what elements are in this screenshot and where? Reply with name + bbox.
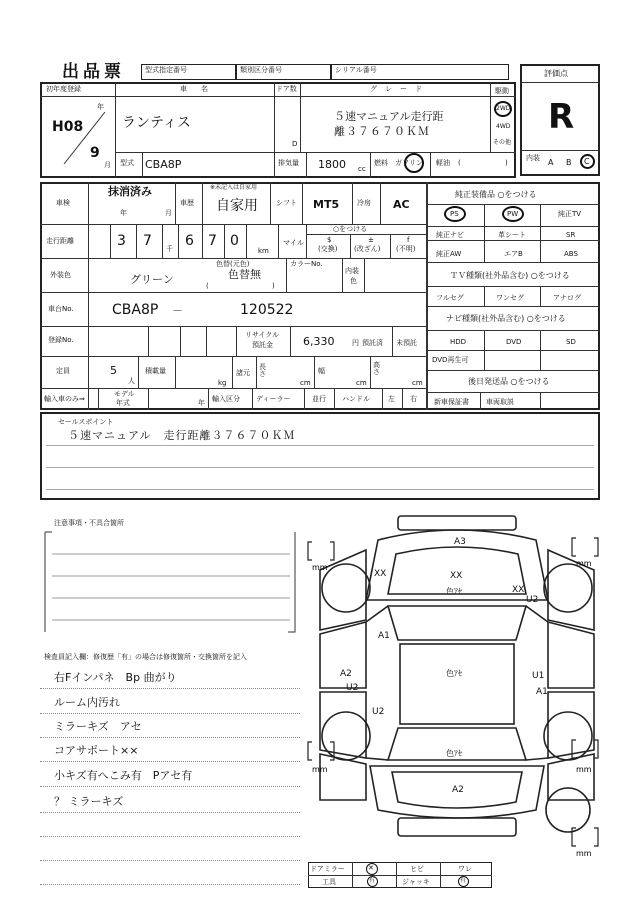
repaint-value: 色替無 [228,268,261,281]
handle-label: ハンドル [342,395,370,403]
recycle-unpaid: 未預託 [396,339,417,347]
mark-a1-left: A1 [378,631,390,641]
car-damage-diagram [300,510,610,860]
fuel-paren-open: ( [458,159,461,167]
note-line-2: ルーム内汚れ [54,696,120,709]
usage-note: ※未記入は自家用 [210,184,258,191]
tampered-sym: ± [368,236,374,244]
mileage-digit-4: 7 [208,233,217,249]
mileage-mile: マイル [283,239,304,247]
drive-4wd: 4WD [496,123,511,130]
mark-color-roof: 色ｱｾ [446,669,462,678]
unknown-sym: f [407,236,410,244]
interior-b: B [566,158,572,167]
note-line-5: 小キズ有へこみ有 Pアセ有 [54,769,193,782]
load-kg: kg [218,379,227,387]
exterior-color-value: グリーン [130,273,174,286]
first-reg-month: 9 [90,145,100,161]
displacement-label: 排気量 [278,159,299,167]
door-label: ドア数 [276,85,297,93]
handle-right: 右 [410,395,417,403]
repaint-paren-open: ( [206,282,209,290]
chassis-number: 120522 [240,302,294,318]
later-warranty: 新車保証書 [434,398,469,406]
width-label: 幅 [318,367,325,375]
exterior-color-label: 外装色 [50,271,71,279]
model-label: 型式 [120,159,134,167]
ac-value: AC [393,198,410,211]
drive-other: その他 [493,139,512,146]
chassis-dash: － [172,304,183,317]
dealer-option: ディーラー [256,395,291,403]
fuel-gasoline: ガソリン [395,159,423,167]
exchanged-sym: $ [327,236,332,244]
sales-point-box [40,412,600,500]
evaluation-label: 評価点 [544,69,568,78]
dvd-playback: DVD再生可 [432,356,469,364]
dims-label: 諸元 [236,369,250,377]
model-year-label-2: 年式 [116,399,130,407]
shift-value: MT5 [313,198,340,211]
unknown-label: (不明) [396,245,416,253]
mm-rr: mm [576,765,592,774]
serial-label: シリアル番号 [335,66,377,74]
fuel-paren-close: ) [505,159,508,167]
mileage-digit-3: 6 [185,233,194,249]
mark-color-trunk: 色ｱｾ [446,749,462,758]
evaluation-score: R [548,97,575,137]
length-cm: cm [300,379,311,387]
month-unit: 月 [104,161,111,169]
reg-no-label: 登録No. [48,336,74,344]
note-line-4: コアサポート×× [54,744,139,757]
recycle-paid: 預託済 [362,339,383,347]
mark-u2-right-top: U2 [526,595,539,605]
shift-label: シフト [276,199,297,207]
height-cm: cm [412,379,423,387]
equip-navi: 純正ナビ [436,231,464,239]
mark-u1: U1 [532,671,545,681]
mm-spare: mm [576,849,592,858]
mark-color-front: 色ｱｾ [446,587,462,596]
mileage-digit-2: 7 [143,233,152,249]
inspection-label: 車検 [56,199,70,207]
mark-xx-right: XX [512,585,525,595]
inspection-value: 抹消済み [108,185,152,198]
car-name: ランティス [122,115,191,131]
equip-tv: 純正TV [558,210,582,218]
break-label: ワレ [458,865,472,873]
equip-sr: SR [566,231,576,239]
repaint-label: 色替(元色) [216,260,250,268]
model-year-unit: 年 [198,399,205,407]
displacement-value: 1800 [318,158,346,171]
mm-fl: mm [312,563,328,572]
later-manual: 車両取説 [486,398,514,406]
length-label: 長さ [259,363,266,378]
parallel-option: 並行 [312,395,326,403]
tv-header: ＴＶ種類(社外品含む) ○をつける [450,271,570,280]
equip-aw: 純正AW [436,250,462,258]
first-reg-year: H08 [52,119,84,135]
capacity-label: 定員 [56,367,70,375]
mileage-digit-1: 3 [117,233,126,249]
tv-one: ワンセグ [496,294,524,302]
repaint-paren-close: ) [272,282,275,290]
import-class-label: 輸入区分 [212,395,240,403]
door-mirror-label: ドアミラー [310,865,345,873]
grade-label: グレード [370,85,430,93]
tampered-label: (改ざん) [354,245,381,253]
interior-color-label-1: 内装 [345,267,359,275]
equipment-header: 純正装備品 ○をつける [455,190,537,199]
interior-label: 内装 [526,154,540,162]
equip-leather: 革シート [498,231,526,239]
height-label: 高さ [373,361,380,376]
cc-unit: cc [358,165,366,173]
interior-a: A [548,158,554,167]
tv-full: フルセグ [436,294,464,302]
mileage-km-unit: km [258,247,269,255]
equip-ps: PS [450,210,459,218]
recycle-label-1: リサイクル [245,331,280,339]
mileage-label: 走行距離 [46,237,74,245]
model-year-label-1: モデル [114,390,135,398]
grade-line-2: 離３７６７０ＫＭ [334,125,430,138]
equip-pw: PW [507,210,519,218]
navi-header: ナビ種類(社外品含む) ○をつける [446,314,566,323]
inspection-month-unit: 月 [165,209,172,217]
handle-left: 左 [388,395,395,403]
navi-sd: SD [566,338,576,346]
sales-point-text: ５速マニュアル 走行距離３７６７０ＫＭ [68,429,296,442]
width-cm: cm [356,379,367,387]
year-unit: 年 [97,103,104,111]
ac-label: 冷房 [357,199,371,207]
chassis-label: 車台No. [48,305,74,313]
model-value: CBA8P [145,158,182,171]
equip-abs: ABS [564,250,578,258]
tv-analog: アナログ [553,294,581,302]
color-no-label: カラーNo. [290,260,323,268]
capacity-unit: 人 [128,377,135,385]
exchanged-label: (交換) [318,245,338,253]
mileage-circle-note: ○をつける [333,225,368,233]
jack-mark: 有 [460,877,467,884]
interior-color-label-2: 色 [350,277,357,285]
mark-u2-rear-left: U2 [372,707,385,717]
note-line-6: ？ ミラーキズ [54,795,124,808]
mark-u2-left: U2 [346,683,359,693]
equip-airbag: エアB [504,250,523,258]
import-label: 輸入車のみ⇒ [44,395,85,403]
navi-hdd: HDD [450,338,467,346]
tools-label: 工具 [322,878,336,886]
type-designation-label: 型式指定番号 [145,66,187,74]
usage-value: 自家用 [216,198,258,214]
chassis-prefix: CBA8P [112,302,159,318]
drive-label: 駆動 [495,87,509,95]
recycle-value: 6,330 [303,335,335,348]
later-header: 後日発送品 ○をつける [468,377,550,386]
mark-xx-front: XX [450,571,463,581]
navi-dvd: DVD [506,338,522,346]
fuel-label: 燃料 [374,159,388,167]
drive-2wd: 2WD [496,105,511,112]
note-line-1: 右Fインパネ Bp 曲がり [54,671,177,684]
fuel-diesel: 軽油 [436,159,450,167]
mark-a3: A3 [454,537,466,547]
mark-a1-right: A1 [536,687,548,697]
notes-title: 注意事項・不具合箇所 [54,519,124,527]
sales-point-label: セールスポイント [58,418,114,426]
mark-a2-left: A2 [340,669,352,679]
inspector-note: 検査員記入欄：修復歴「有」の場合は修復箇所・交換箇所を記入 [44,653,247,661]
load-label: 積載量 [145,367,166,375]
jack-label: ジャッキ [402,878,430,886]
capacity-value: 5 [110,364,117,377]
grade-line-1: ５速マニュアル走行距 [334,110,444,123]
crack-label: ヒビ [410,865,424,873]
door-mirror-mark: ✕ [368,864,374,872]
mm-rl: mm [312,765,328,774]
mm-fr: mm [576,559,592,568]
mileage-digit-5: 0 [230,233,239,249]
category-label: 類別区分番号 [240,66,282,74]
recycle-yen: 円 [352,339,359,347]
first-reg-label: 初年度登録 [46,85,81,93]
mark-xx-left: XX [374,569,387,579]
mileage-thousand: 千 [166,245,173,253]
recycle-label-2: 預託金 [252,341,273,349]
note-line-3: ミラーキズ アセ [54,720,142,733]
mark-a2-rear: A2 [452,785,464,795]
interior-c: C [584,157,590,166]
inspection-year-unit: 年 [120,209,127,217]
door-value: D [292,140,298,148]
tools-mark: 有 [369,877,376,884]
usage-label: 車歴 [180,199,194,207]
form-title: 出品票 [62,62,125,82]
car-name-label: 車名 [180,85,222,93]
